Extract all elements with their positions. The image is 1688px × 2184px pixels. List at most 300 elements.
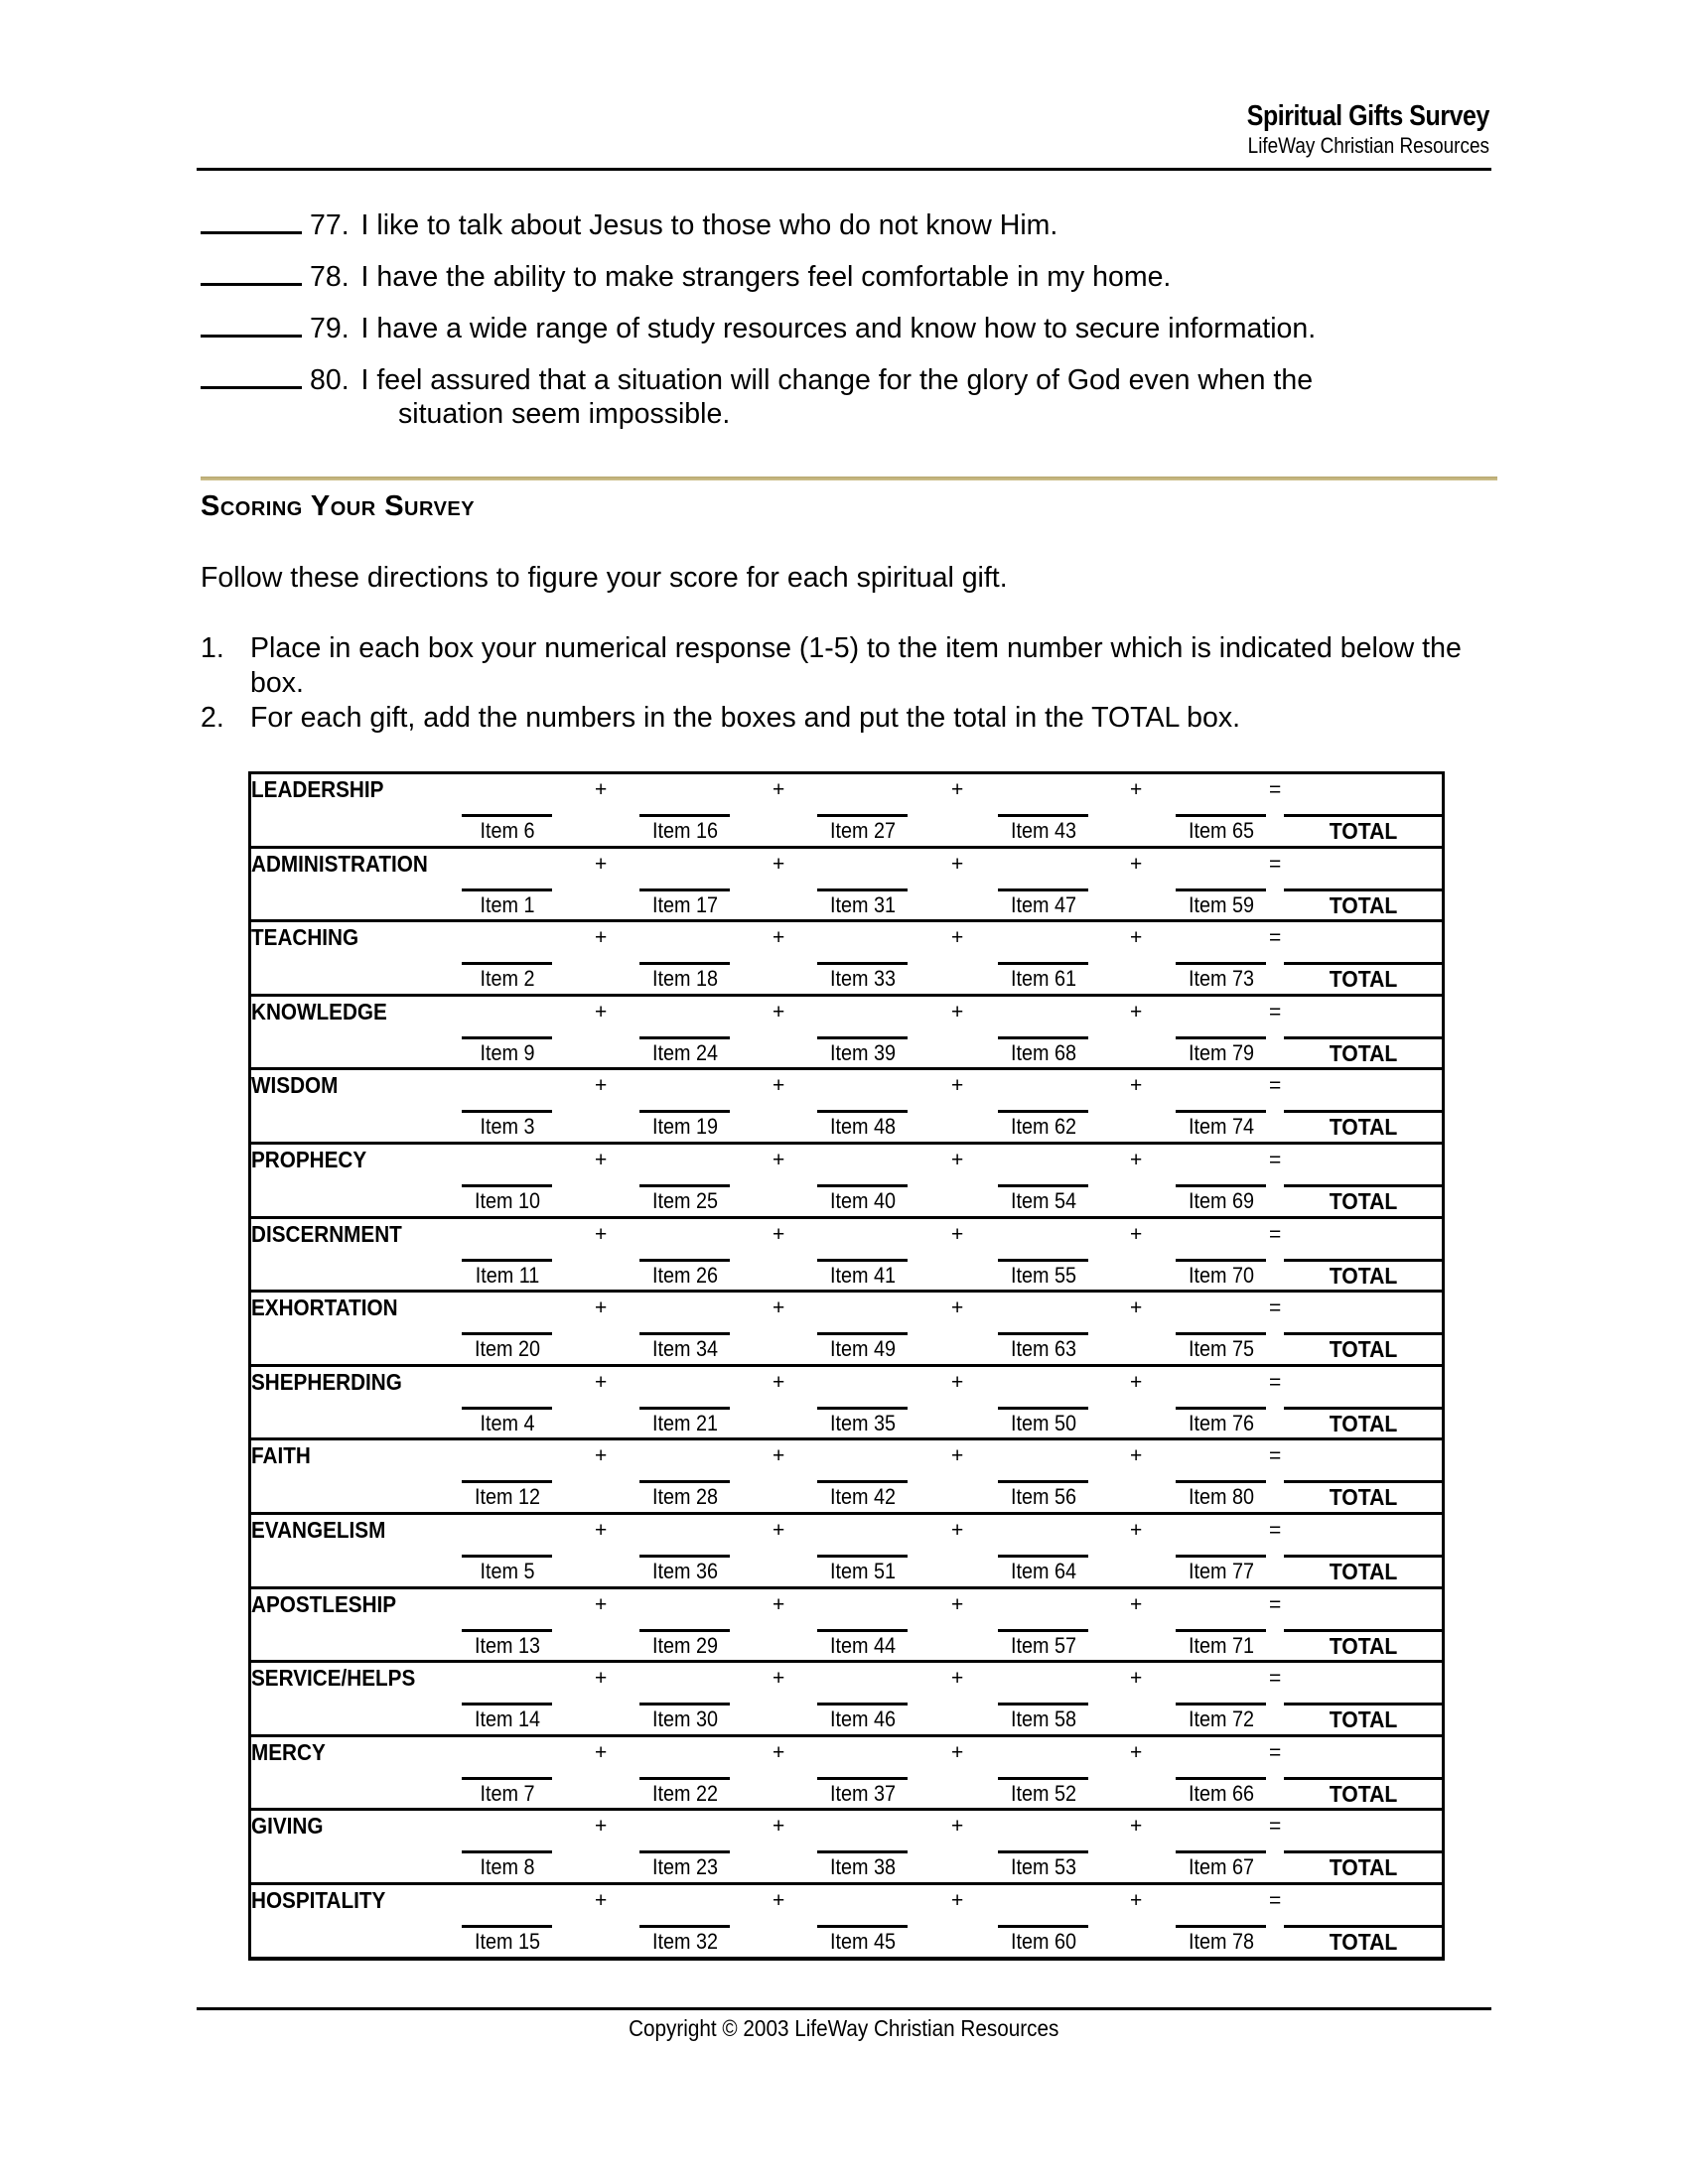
score-box[interactable] bbox=[639, 1480, 730, 1483]
total-label: TOTAL bbox=[1329, 1928, 1398, 1955]
score-box[interactable] bbox=[817, 1184, 908, 1187]
gift-row bbox=[251, 997, 1442, 1071]
score-box[interactable] bbox=[639, 1407, 730, 1410]
score-box[interactable] bbox=[462, 1925, 552, 1928]
item-label: Item 46 bbox=[829, 1706, 897, 1732]
score-box[interactable] bbox=[998, 1629, 1088, 1632]
item-label: Item 77 bbox=[1188, 1558, 1255, 1583]
plus-sign: + bbox=[773, 1074, 785, 1098]
gift-row bbox=[251, 1440, 1442, 1515]
item-label: Item 15 bbox=[474, 1928, 541, 1954]
score-box[interactable] bbox=[639, 962, 730, 965]
step-text: Place in each box your numerical response (1-5) to the item number which is indicated below the box. bbox=[250, 632, 1462, 699]
score-box[interactable] bbox=[639, 1629, 730, 1632]
plus-sign: + bbox=[595, 1074, 608, 1098]
gift-row bbox=[251, 1367, 1442, 1441]
item-label: Item 24 bbox=[651, 1039, 719, 1065]
score-box[interactable] bbox=[462, 1259, 552, 1262]
plus-sign: + bbox=[595, 1297, 608, 1320]
total-box[interactable] bbox=[1284, 1629, 1442, 1632]
item-label: Item 22 bbox=[651, 1780, 719, 1806]
item-label: Item 28 bbox=[651, 1484, 719, 1510]
item-label: Item 44 bbox=[829, 1632, 897, 1658]
gift-row bbox=[251, 1070, 1442, 1145]
gift-name: PROPHECY bbox=[251, 1146, 367, 1172]
total-box[interactable] bbox=[1284, 888, 1442, 891]
plus-sign: + bbox=[595, 778, 608, 801]
plus-sign: + bbox=[1130, 1148, 1143, 1171]
question-list bbox=[201, 206, 1511, 445]
publisher-name: LifeWay Christian Resources bbox=[1247, 133, 1489, 158]
plus-sign: + bbox=[951, 1888, 964, 1912]
item-label: Item 7 bbox=[480, 1780, 535, 1806]
item-label: Item 25 bbox=[651, 1187, 719, 1213]
plus-sign: + bbox=[951, 1667, 964, 1691]
equals-sign: = bbox=[1269, 1000, 1282, 1024]
score-box[interactable] bbox=[639, 1184, 730, 1187]
plus-sign: + bbox=[1130, 1370, 1143, 1394]
item-label: Item 75 bbox=[1188, 1336, 1255, 1362]
plus-sign: + bbox=[595, 1148, 608, 1171]
score-box[interactable] bbox=[998, 1036, 1088, 1039]
total-label: TOTAL bbox=[1329, 1484, 1398, 1511]
plus-sign: + bbox=[951, 1000, 964, 1024]
gift-name: LEADERSHIP bbox=[251, 776, 384, 802]
equals-sign: = bbox=[1269, 852, 1282, 876]
total-label: TOTAL bbox=[1329, 1039, 1398, 1066]
plus-sign: + bbox=[773, 1518, 785, 1542]
item-label: Item 8 bbox=[480, 1854, 535, 1880]
item-label: Item 51 bbox=[829, 1558, 897, 1583]
plus-sign: + bbox=[1130, 1592, 1143, 1616]
score-box[interactable] bbox=[462, 1629, 552, 1632]
plus-sign: + bbox=[595, 1518, 608, 1542]
item-label: Item 47 bbox=[1010, 891, 1077, 917]
gift-name: SERVICE/HELPS bbox=[251, 1665, 416, 1692]
answer-blank[interactable] bbox=[201, 310, 302, 338]
total-box[interactable] bbox=[1284, 1110, 1442, 1113]
equals-sign: = bbox=[1269, 1740, 1282, 1764]
item-label: Item 73 bbox=[1188, 966, 1255, 992]
question-item bbox=[201, 310, 1511, 361]
score-box[interactable] bbox=[998, 1703, 1088, 1706]
score-box[interactable] bbox=[1176, 1703, 1266, 1706]
plus-sign: + bbox=[951, 1444, 964, 1468]
step-text: For each gift, add the numbers in the boxes and put the total in the TOTAL box. bbox=[250, 702, 1241, 734]
score-box[interactable] bbox=[462, 1184, 552, 1187]
plus-sign: + bbox=[951, 1074, 964, 1098]
item-label: Item 40 bbox=[829, 1187, 897, 1213]
score-box[interactable] bbox=[817, 814, 908, 817]
total-box[interactable] bbox=[1284, 1480, 1442, 1483]
score-box[interactable] bbox=[1176, 1036, 1266, 1039]
plus-sign: + bbox=[595, 1444, 608, 1468]
item-label: Item 39 bbox=[829, 1039, 897, 1065]
score-box[interactable] bbox=[639, 1703, 730, 1706]
total-box[interactable] bbox=[1284, 814, 1442, 817]
score-box[interactable] bbox=[1176, 1555, 1266, 1558]
header-divider bbox=[197, 168, 1491, 171]
item-label: Item 27 bbox=[829, 818, 897, 843]
item-label: Item 11 bbox=[475, 1262, 540, 1288]
equals-sign: = bbox=[1269, 1222, 1282, 1246]
plus-sign: + bbox=[951, 852, 964, 876]
score-box[interactable] bbox=[817, 1555, 908, 1558]
item-label: Item 26 bbox=[651, 1262, 719, 1288]
score-box[interactable] bbox=[817, 1480, 908, 1483]
equals-sign: = bbox=[1269, 1074, 1282, 1098]
item-label: Item 42 bbox=[829, 1484, 897, 1510]
score-box[interactable] bbox=[639, 814, 730, 817]
item-label: Item 56 bbox=[1010, 1484, 1077, 1510]
answer-blank[interactable] bbox=[201, 361, 302, 389]
total-box[interactable] bbox=[1284, 962, 1442, 965]
equals-sign: = bbox=[1269, 778, 1282, 801]
gift-row bbox=[251, 1293, 1442, 1367]
score-box[interactable] bbox=[998, 1850, 1088, 1853]
plus-sign: + bbox=[595, 1815, 608, 1839]
score-box[interactable] bbox=[639, 888, 730, 891]
gift-name: EXHORTATION bbox=[251, 1295, 398, 1321]
equals-sign: = bbox=[1269, 1297, 1282, 1320]
item-label: Item 4 bbox=[480, 1410, 535, 1435]
question-text: I feel assured that a situation will change for the glory of God even when the bbox=[360, 364, 1314, 396]
score-box[interactable] bbox=[998, 962, 1088, 965]
gift-name: ADMINISTRATION bbox=[251, 850, 428, 877]
total-box[interactable] bbox=[1284, 1703, 1442, 1706]
item-label: Item 16 bbox=[651, 818, 719, 843]
plus-sign: + bbox=[773, 852, 785, 876]
item-label: Item 6 bbox=[480, 818, 535, 843]
page-header bbox=[1207, 99, 1489, 159]
score-box[interactable] bbox=[462, 962, 552, 965]
score-box[interactable] bbox=[998, 1407, 1088, 1410]
total-label: TOTAL bbox=[1329, 891, 1398, 918]
section-heading: Scoring Your Survey bbox=[201, 490, 476, 522]
plus-sign: + bbox=[773, 778, 785, 801]
score-box[interactable] bbox=[639, 1110, 730, 1113]
item-label: Item 10 bbox=[474, 1187, 541, 1213]
plus-sign: + bbox=[951, 1370, 964, 1394]
total-label: TOTAL bbox=[1329, 1336, 1398, 1363]
equals-sign: = bbox=[1269, 926, 1282, 950]
item-label: Item 54 bbox=[1010, 1187, 1077, 1213]
item-label: Item 52 bbox=[1010, 1780, 1077, 1806]
score-box[interactable] bbox=[462, 1110, 552, 1113]
score-box[interactable] bbox=[1176, 1480, 1266, 1483]
scoring-intro: Follow these directions to figure your score for each spiritual gift. bbox=[201, 562, 1008, 594]
total-label: TOTAL bbox=[1329, 966, 1398, 993]
plus-sign: + bbox=[951, 1815, 964, 1839]
plus-sign: + bbox=[1130, 1444, 1143, 1468]
item-label: Item 53 bbox=[1010, 1854, 1077, 1880]
question-text: I have the ability to make strangers feel comfortable in my home. bbox=[360, 261, 1172, 293]
item-label: Item 74 bbox=[1188, 1114, 1255, 1140]
score-box[interactable] bbox=[1176, 1110, 1266, 1113]
plus-sign: + bbox=[773, 1740, 785, 1764]
gift-name: APOSTLESHIP bbox=[251, 1590, 397, 1617]
score-box[interactable] bbox=[1176, 1850, 1266, 1853]
gift-row bbox=[251, 774, 1442, 849]
plus-sign: + bbox=[595, 1370, 608, 1394]
item-label: Item 36 bbox=[651, 1558, 719, 1583]
score-box[interactable] bbox=[639, 1777, 730, 1780]
score-box[interactable] bbox=[1176, 1777, 1266, 1780]
total-box[interactable] bbox=[1284, 1850, 1442, 1853]
gift-row bbox=[251, 1811, 1442, 1885]
item-label: Item 65 bbox=[1188, 818, 1255, 843]
score-box[interactable] bbox=[639, 1036, 730, 1039]
plus-sign: + bbox=[1130, 778, 1143, 801]
score-box[interactable] bbox=[462, 1407, 552, 1410]
equals-sign: = bbox=[1269, 1592, 1282, 1616]
plus-sign: + bbox=[951, 1297, 964, 1320]
plus-sign: + bbox=[595, 1592, 608, 1616]
plus-sign: + bbox=[951, 1740, 964, 1764]
score-box[interactable] bbox=[462, 1703, 552, 1706]
gift-row bbox=[251, 1885, 1442, 1957]
item-label: Item 80 bbox=[1188, 1484, 1255, 1510]
question-number: 79. bbox=[310, 313, 350, 344]
total-label: TOTAL bbox=[1329, 1706, 1398, 1733]
score-box[interactable] bbox=[1176, 962, 1266, 965]
total-label: TOTAL bbox=[1329, 1558, 1398, 1584]
item-label: Item 50 bbox=[1010, 1410, 1077, 1435]
plus-sign: + bbox=[951, 1592, 964, 1616]
score-box[interactable] bbox=[998, 1555, 1088, 1558]
question-item bbox=[201, 361, 1511, 445]
gift-name: FAITH bbox=[251, 1442, 311, 1469]
plus-sign: + bbox=[951, 1518, 964, 1542]
score-box[interactable] bbox=[817, 1110, 908, 1113]
total-box[interactable] bbox=[1284, 1925, 1442, 1928]
item-label: Item 62 bbox=[1010, 1114, 1077, 1140]
gift-row bbox=[251, 1737, 1442, 1812]
item-label: Item 61 bbox=[1010, 966, 1077, 992]
gift-row bbox=[251, 849, 1442, 923]
plus-sign: + bbox=[1130, 1518, 1143, 1542]
question-number: 80. bbox=[310, 364, 350, 396]
score-box[interactable] bbox=[1176, 1184, 1266, 1187]
score-box[interactable] bbox=[1176, 1629, 1266, 1632]
question-text: I like to talk about Jesus to those who do not know Him. bbox=[360, 209, 1058, 241]
item-label: Item 78 bbox=[1188, 1928, 1255, 1954]
score-box[interactable] bbox=[1176, 814, 1266, 817]
score-box[interactable] bbox=[639, 1332, 730, 1335]
gift-name: TEACHING bbox=[251, 924, 359, 951]
gift-row bbox=[251, 1515, 1442, 1589]
step-number: 2. bbox=[201, 702, 224, 734]
gift-row bbox=[251, 1589, 1442, 1664]
total-box[interactable] bbox=[1284, 1777, 1442, 1780]
item-label: Item 23 bbox=[651, 1854, 719, 1880]
plus-sign: + bbox=[773, 1592, 785, 1616]
item-label: Item 71 bbox=[1188, 1632, 1255, 1658]
plus-sign: + bbox=[773, 926, 785, 950]
item-label: Item 2 bbox=[480, 966, 535, 992]
total-box[interactable] bbox=[1284, 1332, 1442, 1335]
score-box[interactable] bbox=[462, 888, 552, 891]
score-box[interactable] bbox=[817, 888, 908, 891]
item-label: Item 43 bbox=[1010, 818, 1077, 843]
question-number: 77. bbox=[310, 209, 350, 241]
copyright-text: Copyright © 2003 LifeWay Christian Resources bbox=[629, 2015, 1059, 2041]
score-box[interactable] bbox=[817, 1629, 908, 1632]
score-box[interactable] bbox=[1176, 1259, 1266, 1262]
item-label: Item 41 bbox=[829, 1262, 897, 1288]
total-label: TOTAL bbox=[1329, 1410, 1398, 1436]
total-box[interactable] bbox=[1284, 1036, 1442, 1039]
plus-sign: + bbox=[1130, 1297, 1143, 1320]
score-box[interactable] bbox=[639, 1925, 730, 1928]
gift-name: DISCERNMENT bbox=[251, 1220, 402, 1247]
answer-blank[interactable] bbox=[201, 258, 302, 286]
score-box[interactable] bbox=[817, 1703, 908, 1706]
score-box[interactable] bbox=[462, 1480, 552, 1483]
score-box[interactable] bbox=[998, 1480, 1088, 1483]
plus-sign: + bbox=[1130, 1222, 1143, 1246]
plus-sign: + bbox=[595, 1667, 608, 1691]
score-box[interactable] bbox=[817, 1925, 908, 1928]
gift-name: KNOWLEDGE bbox=[251, 998, 387, 1024]
gift-row bbox=[251, 1145, 1442, 1219]
score-box[interactable] bbox=[462, 1332, 552, 1335]
item-label: Item 69 bbox=[1188, 1187, 1255, 1213]
plus-sign: + bbox=[1130, 1667, 1143, 1691]
score-box[interactable] bbox=[639, 1259, 730, 1262]
score-box[interactable] bbox=[462, 1850, 552, 1853]
score-box[interactable] bbox=[817, 1332, 908, 1335]
plus-sign: + bbox=[773, 1888, 785, 1912]
equals-sign: = bbox=[1269, 1667, 1282, 1691]
score-box[interactable] bbox=[462, 814, 552, 817]
item-label: Item 13 bbox=[474, 1632, 541, 1658]
total-label: TOTAL bbox=[1329, 1854, 1398, 1881]
item-label: Item 21 bbox=[651, 1410, 719, 1435]
gift-row bbox=[251, 1663, 1442, 1737]
item-label: Item 38 bbox=[829, 1854, 897, 1880]
score-box[interactable] bbox=[817, 1259, 908, 1262]
item-label: Item 12 bbox=[474, 1484, 541, 1510]
plus-sign: + bbox=[1130, 926, 1143, 950]
total-label: TOTAL bbox=[1329, 1632, 1398, 1659]
score-box[interactable] bbox=[817, 1850, 908, 1853]
section-divider bbox=[201, 477, 1497, 480]
answer-blank[interactable] bbox=[201, 206, 302, 234]
plus-sign: + bbox=[595, 926, 608, 950]
question-text-continuation: situation seem impossible. bbox=[398, 398, 731, 430]
gift-name: GIVING bbox=[251, 1813, 324, 1840]
item-label: Item 66 bbox=[1188, 1780, 1255, 1806]
score-box[interactable] bbox=[462, 1555, 552, 1558]
question-number: 78. bbox=[310, 261, 350, 293]
score-box[interactable] bbox=[998, 888, 1088, 891]
total-label: TOTAL bbox=[1329, 1262, 1398, 1289]
item-label: Item 20 bbox=[474, 1336, 541, 1362]
total-label: TOTAL bbox=[1329, 1780, 1398, 1807]
plus-sign: + bbox=[773, 1815, 785, 1839]
total-label: TOTAL bbox=[1329, 1187, 1398, 1214]
item-label: Item 1 bbox=[480, 891, 535, 917]
gift-name: EVANGELISM bbox=[251, 1516, 386, 1543]
plus-sign: + bbox=[773, 1148, 785, 1171]
item-label: Item 45 bbox=[829, 1928, 897, 1954]
page-footer bbox=[0, 2015, 1688, 2042]
score-box[interactable] bbox=[998, 1777, 1088, 1780]
plus-sign: + bbox=[595, 852, 608, 876]
item-label: Item 55 bbox=[1010, 1262, 1077, 1288]
gift-name: WISDOM bbox=[251, 1072, 339, 1099]
score-box[interactable] bbox=[998, 814, 1088, 817]
score-box[interactable] bbox=[817, 962, 908, 965]
score-box[interactable] bbox=[639, 1850, 730, 1853]
item-label: Item 19 bbox=[651, 1114, 719, 1140]
equals-sign: = bbox=[1269, 1888, 1282, 1912]
item-label: Item 63 bbox=[1010, 1336, 1077, 1362]
plus-sign: + bbox=[595, 1222, 608, 1246]
item-label: Item 60 bbox=[1010, 1928, 1077, 1954]
score-box[interactable] bbox=[462, 1036, 552, 1039]
question-item bbox=[201, 258, 1511, 310]
score-box[interactable] bbox=[1176, 1925, 1266, 1928]
score-box[interactable] bbox=[998, 1925, 1088, 1928]
score-box[interactable] bbox=[998, 1110, 1088, 1113]
document-title: Spiritual Gifts Survey bbox=[1246, 100, 1489, 132]
item-label: Item 33 bbox=[829, 966, 897, 992]
equals-sign: = bbox=[1269, 1518, 1282, 1542]
item-label: Item 49 bbox=[829, 1336, 897, 1362]
total-box[interactable] bbox=[1284, 1259, 1442, 1262]
item-label: Item 9 bbox=[480, 1039, 535, 1065]
total-box[interactable] bbox=[1284, 1407, 1442, 1410]
item-label: Item 57 bbox=[1010, 1632, 1077, 1658]
score-box[interactable] bbox=[1176, 888, 1266, 891]
equals-sign: = bbox=[1269, 1370, 1282, 1394]
score-box[interactable] bbox=[1176, 1407, 1266, 1410]
score-box[interactable] bbox=[462, 1777, 552, 1780]
total-label: TOTAL bbox=[1329, 1114, 1398, 1141]
score-box[interactable] bbox=[1176, 1332, 1266, 1335]
total-box[interactable] bbox=[1284, 1184, 1442, 1187]
score-box[interactable] bbox=[639, 1555, 730, 1558]
gift-row bbox=[251, 1219, 1442, 1294]
item-label: Item 5 bbox=[480, 1558, 535, 1583]
item-label: Item 14 bbox=[474, 1706, 541, 1732]
item-label: Item 32 bbox=[651, 1928, 719, 1954]
item-label: Item 48 bbox=[829, 1114, 897, 1140]
score-box[interactable] bbox=[998, 1332, 1088, 1335]
question-text: I have a wide range of study resources and know how to secure information. bbox=[360, 313, 1317, 344]
item-label: Item 79 bbox=[1188, 1039, 1255, 1065]
equals-sign: = bbox=[1269, 1815, 1282, 1839]
score-box[interactable] bbox=[817, 1036, 908, 1039]
item-label: Item 72 bbox=[1188, 1706, 1255, 1732]
score-box[interactable] bbox=[998, 1259, 1088, 1262]
score-box[interactable] bbox=[817, 1407, 908, 1410]
plus-sign: + bbox=[951, 778, 964, 801]
item-label: Item 70 bbox=[1188, 1262, 1255, 1288]
plus-sign: + bbox=[951, 1148, 964, 1171]
gift-row bbox=[251, 922, 1442, 997]
total-box[interactable] bbox=[1284, 1555, 1442, 1558]
plus-sign: + bbox=[595, 1740, 608, 1764]
plus-sign: + bbox=[595, 1000, 608, 1024]
scoring-steps bbox=[201, 631, 1491, 736]
plus-sign: + bbox=[1130, 1074, 1143, 1098]
score-box[interactable] bbox=[817, 1777, 908, 1780]
score-box[interactable] bbox=[998, 1184, 1088, 1187]
step-item bbox=[201, 701, 1491, 736]
